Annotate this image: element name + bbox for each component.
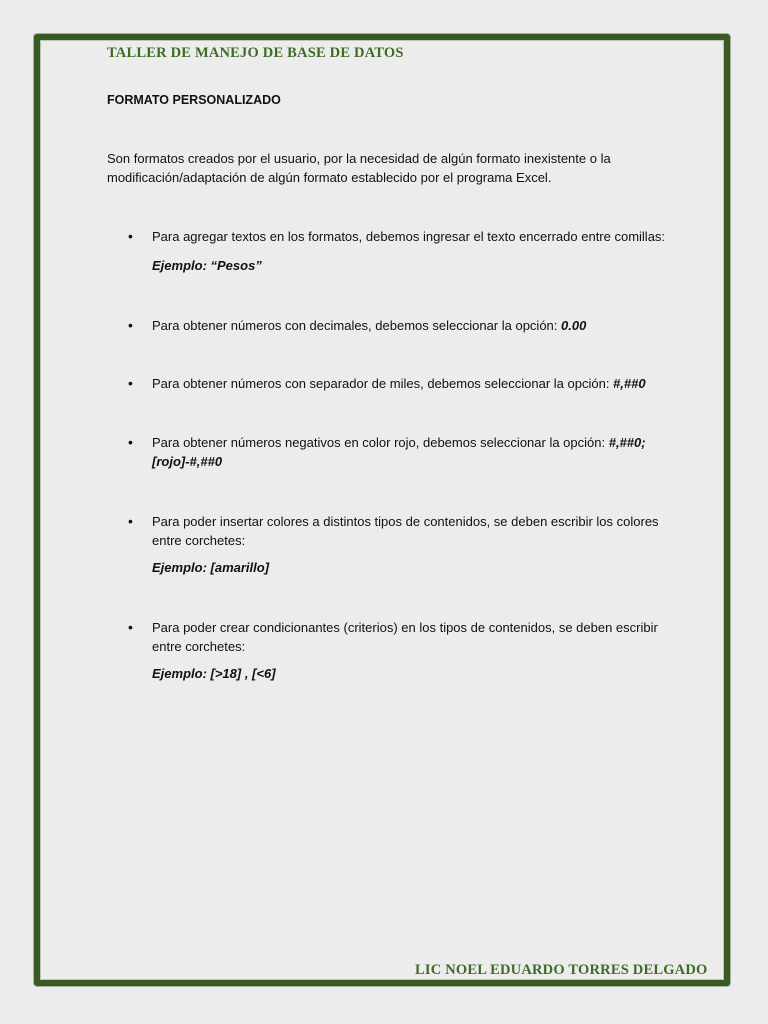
list-item-text: Para poder insertar colores a distintos tipos de contenidos, se deben escribir los colores entre corchetes: bbox=[152, 514, 659, 548]
format-code: #,##0;[rojo]-#,##0 bbox=[152, 435, 646, 469]
example-text: Ejemplo: “Pesos” bbox=[152, 258, 262, 273]
list-item bbox=[152, 316, 672, 335]
format-code: 0.00 bbox=[561, 318, 587, 333]
intro-paragraph: Son formatos creados por el usuario, por la necesidad de algún formato inexistente o la modificación/adaptación de algún formato establecido por el programa Excel. bbox=[107, 151, 611, 185]
section-title: FORMATO PERSONALIZADO bbox=[107, 93, 281, 107]
list-item bbox=[152, 433, 652, 471]
list-item-text: Para obtener números con separador de miles, debemos seleccionar la opción: bbox=[152, 376, 614, 391]
list-item-text: Para poder crear condicionantes (criterios) en los tipos de contenidos, se deben escribir entre corchetes: bbox=[152, 620, 658, 654]
list-item bbox=[152, 374, 672, 393]
document-footer: LIC NOEL EDUARDO TORRES DELGADO bbox=[415, 962, 708, 978]
list-item-text: Para obtener números con decimales, debemos seleccionar la opción: bbox=[152, 318, 562, 333]
list-item-text: Para obtener números negativos en color rojo, debemos seleccionar la opción: bbox=[152, 435, 609, 450]
document-header: TALLER DE MANEJO DE BASE DE DATOS bbox=[107, 45, 404, 61]
list-item bbox=[152, 618, 672, 656]
example-text: Ejemplo: [amarillo] bbox=[152, 560, 270, 575]
list-item bbox=[152, 512, 672, 550]
example-text: Ejemplo: [>18] , [<6] bbox=[152, 666, 276, 681]
list-item-text: Para agregar textos en los formatos, debemos ingresar el texto encerrado entre comillas: bbox=[152, 229, 666, 244]
list-item bbox=[152, 227, 672, 246]
format-code: #,##0 bbox=[613, 376, 646, 391]
